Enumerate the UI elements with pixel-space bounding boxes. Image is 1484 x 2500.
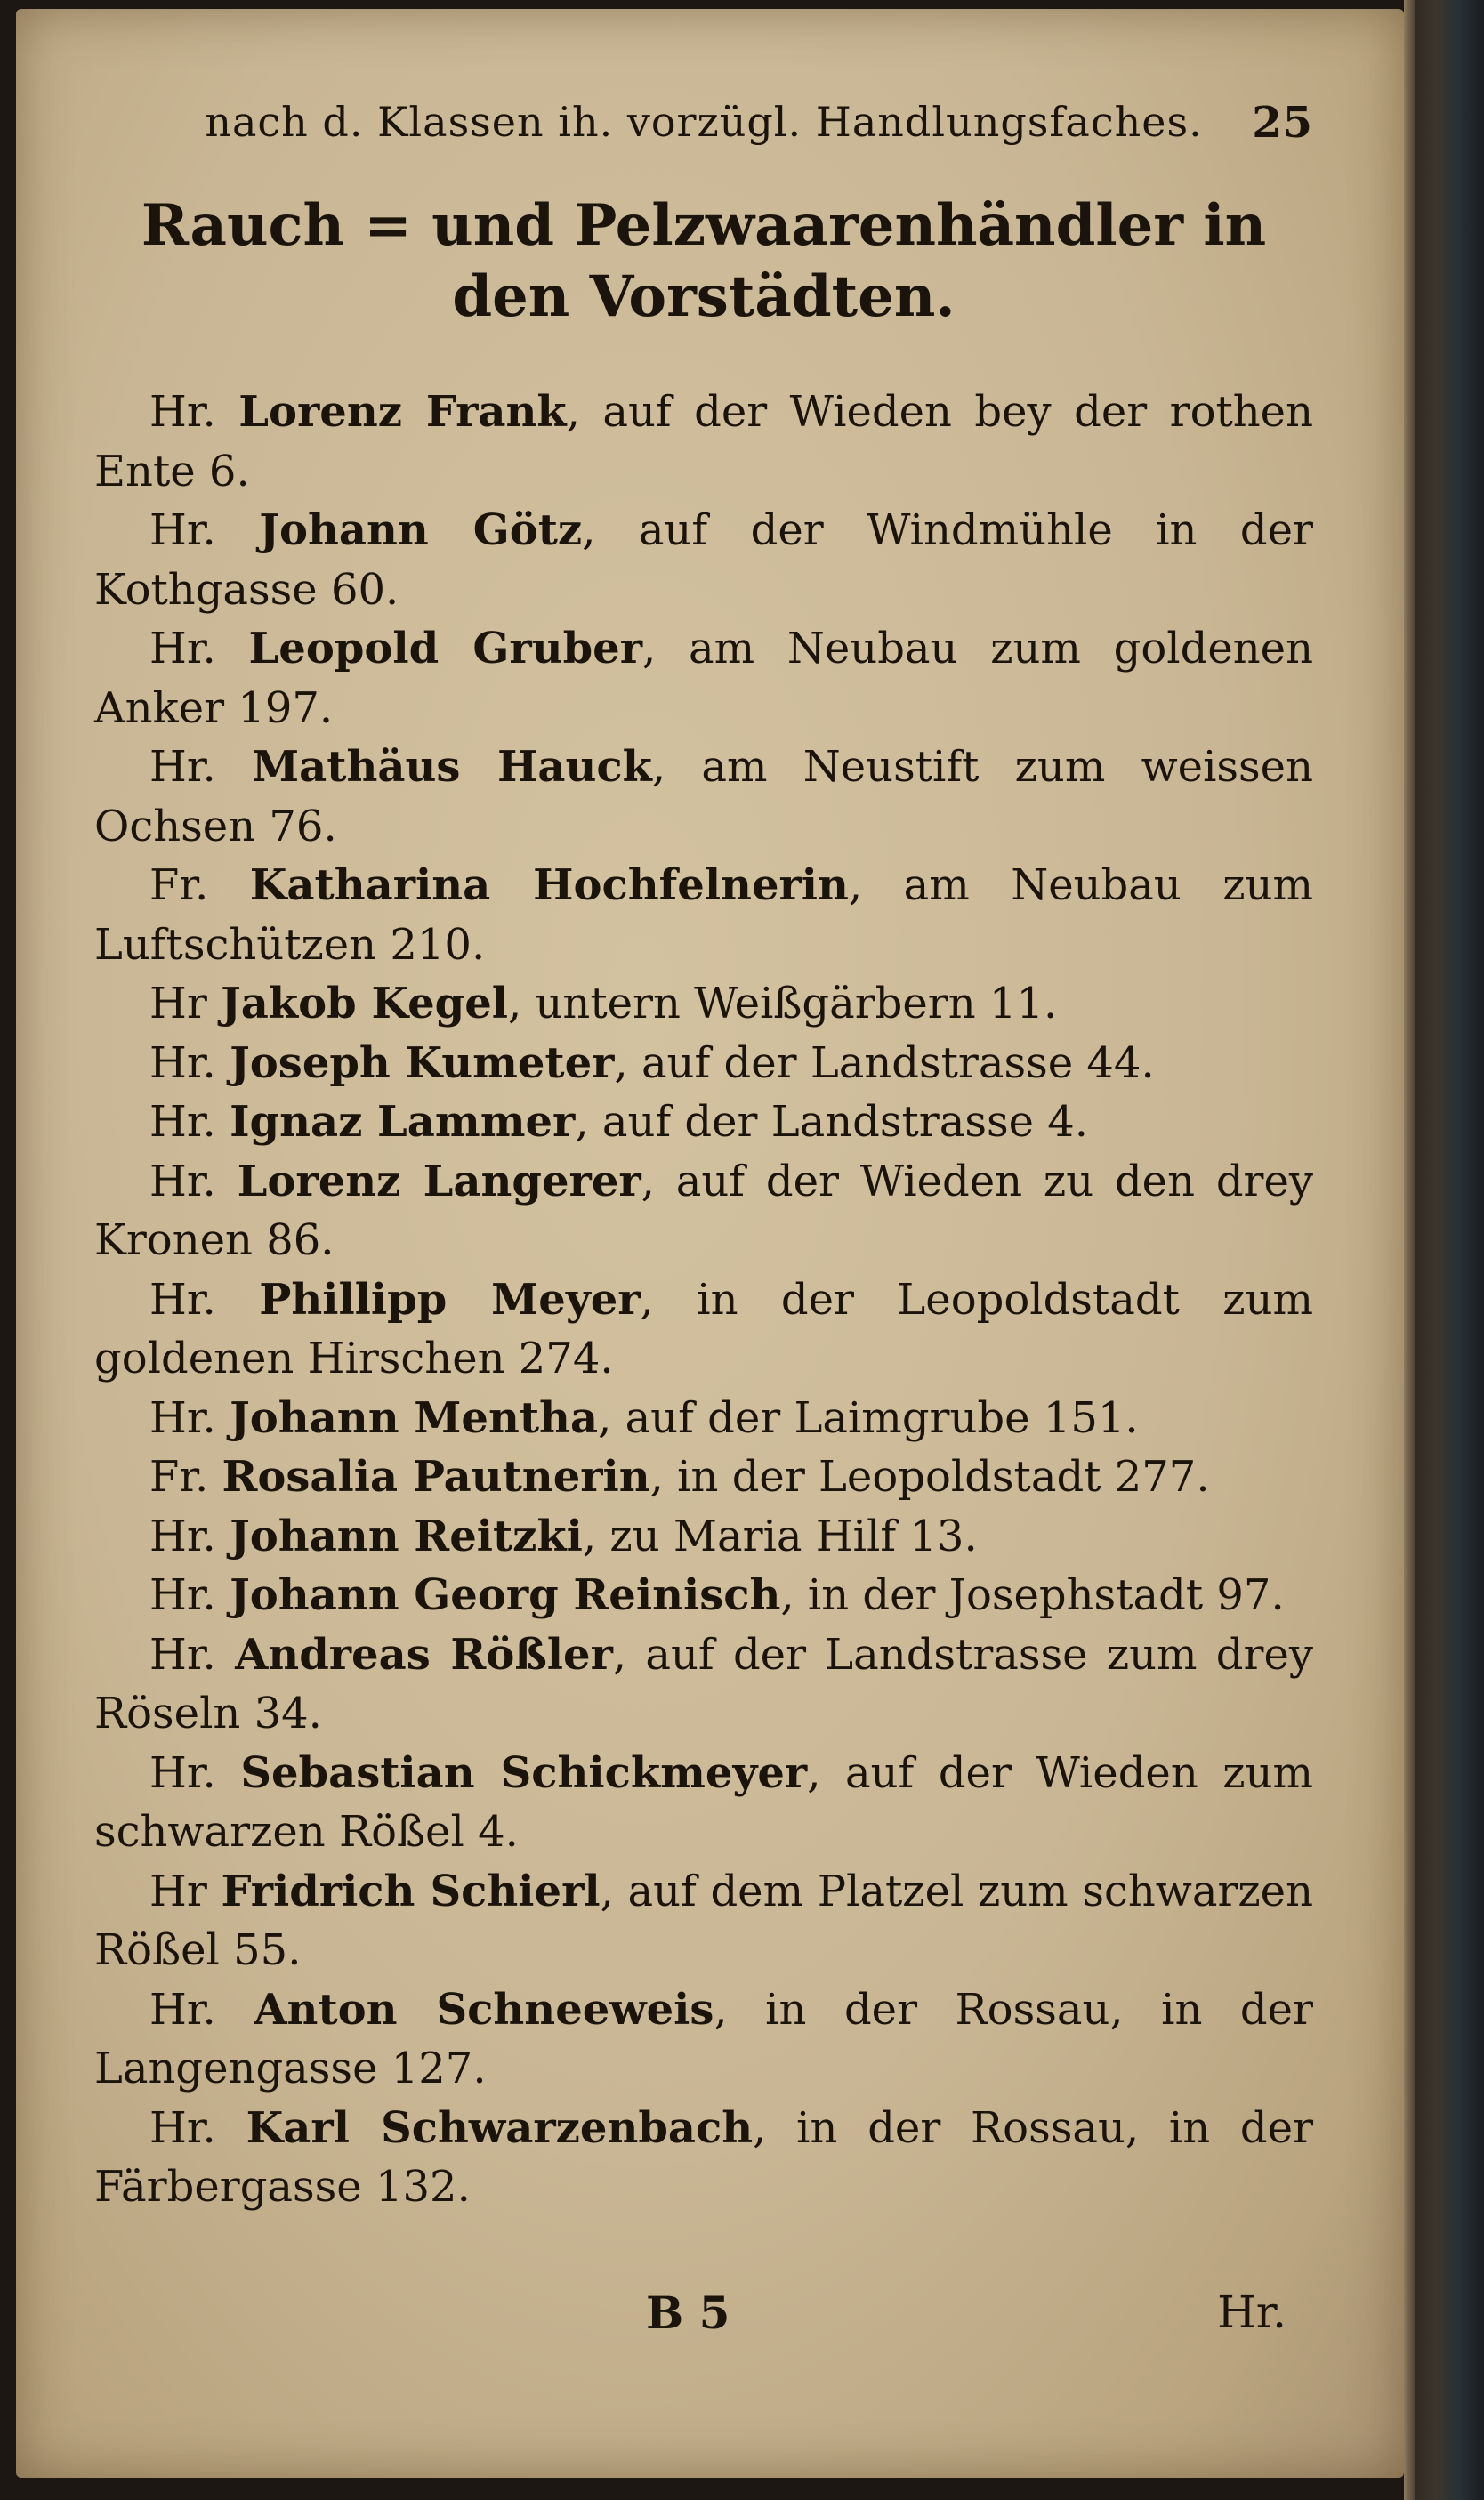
entry-address: , auf der Landstrasse 44. — [614, 1037, 1155, 1088]
entry-address: , am Neubau zum Luftschützen 210. — [94, 860, 1314, 970]
list-item — [94, 383, 1313, 501]
entry-name: Leopold Gruber — [248, 624, 642, 673]
signature-mark: B 5 — [646, 2286, 730, 2339]
book-binding — [1404, 0, 1484, 2500]
entry-name: Jakob Kegel — [221, 979, 508, 1028]
running-head-text: nach d. Klassen ih. vorzügl. Handlungsfaches. — [205, 98, 1203, 146]
entry-name: Katharina Hochfelnerin — [249, 860, 849, 910]
entry-name: Anton Schneeweis — [254, 1984, 714, 2035]
list-item — [94, 1862, 1313, 1980]
list-item — [94, 1270, 1313, 1389]
entry-title: Hr. — [149, 1037, 216, 1088]
list-item — [94, 2099, 1313, 2217]
catchword: Hr. — [1217, 2286, 1286, 2338]
entry-title: Hr — [149, 979, 207, 1028]
list-item — [94, 1093, 1313, 1152]
list-item — [94, 1389, 1313, 1448]
entry-address: , auf dem Platzel zum schwarzen Rößel 55. — [94, 1866, 1314, 1975]
entry-name: Sebastian Schickmeyer — [240, 1747, 808, 1798]
list-item — [94, 1507, 1313, 1567]
entry-address: , in der Leopoldstadt zum goldenen Hirschen 274. — [94, 1274, 1313, 1383]
book-page — [16, 9, 1404, 2478]
list-item — [94, 501, 1313, 619]
entry-name: Mathäus Hauck — [252, 742, 652, 792]
entry-address: , zu Maria Hilf 13. — [582, 1511, 978, 1561]
list-item — [94, 1448, 1313, 1507]
page-text — [94, 98, 1314, 2339]
entry-name: Phillipp Meyer — [259, 1274, 641, 1325]
entry-address: , auf der Landstrasse 4. — [575, 1097, 1089, 1147]
entry-address: , in der Leopoldstadt 277. — [649, 1452, 1210, 1502]
entry-title: Hr. — [149, 1156, 216, 1206]
entry-name: Lorenz Langerer — [237, 1156, 641, 1206]
entry-list — [94, 383, 1313, 2217]
entry-title: Hr. — [149, 1392, 216, 1443]
entry-title: Hr. — [149, 1984, 216, 2035]
page-footer — [94, 2286, 1313, 2349]
entry-address: , am Neustift zum weissen Ochsen 76. — [94, 742, 1314, 851]
entry-name: Andreas Rößler — [235, 1629, 613, 1680]
list-item — [94, 856, 1313, 974]
entry-title: Hr. — [149, 624, 216, 673]
entry-name: Karl Schwarzenbach — [246, 2102, 754, 2153]
entry-address: , in der Rossau, in der Langengasse 127. — [94, 1984, 1313, 2093]
entry-title: Hr — [149, 1866, 207, 1916]
entry-title: Fr. — [149, 1452, 209, 1502]
entry-address: , auf der Wieden bey der rothen Ente 6. — [94, 387, 1313, 496]
page-edge — [1404, 0, 1415, 2500]
list-item — [94, 1980, 1313, 2099]
section-title: Rauch = und Pelzwaarenhändler in den Vorstädten. — [141, 192, 1267, 330]
entry-title: Fr. — [149, 860, 209, 910]
entry-title: Hr. — [149, 505, 216, 555]
list-item — [94, 1744, 1313, 1862]
entry-address: , auf der Laimgrube 151. — [598, 1392, 1139, 1443]
entry-address: , in der Rossau, in der Färbergasse 132. — [94, 2102, 1314, 2212]
list-item — [94, 1625, 1313, 1744]
entry-name: Johann Reitzki — [230, 1511, 583, 1561]
entry-name: Ignaz Lammer — [230, 1097, 576, 1147]
list-item — [94, 738, 1313, 856]
entry-title: Hr. — [149, 1097, 216, 1147]
entry-address: , untern Weißgärbern 11. — [507, 979, 1058, 1028]
entry-address: , auf der Wieden zum schwarzen Rößel 4. — [94, 1747, 1313, 1857]
running-head — [94, 98, 1313, 160]
entry-address: , am Neubau zum goldenen Anker 197. — [94, 624, 1313, 733]
entry-title: Hr. — [149, 1570, 216, 1620]
list-item — [94, 1034, 1313, 1093]
entry-title: Hr. — [149, 1274, 216, 1325]
entry-name: Rosalia Pautnerin — [222, 1452, 650, 1502]
entry-address: , auf der Windmühle in der Kothgasse 60. — [94, 505, 1313, 615]
list-item — [94, 974, 1313, 1034]
list-item — [94, 619, 1313, 738]
entry-title: Hr. — [149, 1629, 216, 1680]
list-item — [94, 1152, 1313, 1270]
entry-title: Hr. — [149, 2102, 216, 2153]
entry-title: Hr. — [149, 387, 216, 437]
page-number: 25 — [1252, 98, 1313, 148]
entry-title: Hr. — [149, 1511, 216, 1561]
entry-name: Johann Götz — [259, 505, 583, 555]
entry-address: , auf der Landstrasse zum drey Röseln 34. — [94, 1629, 1313, 1738]
entry-address: , auf der Wieden zu den drey Kronen 86. — [94, 1156, 1314, 1265]
entry-name: Lorenz Frank — [238, 387, 567, 437]
entry-name: Joseph Kumeter — [230, 1037, 615, 1088]
entry-name: Johann Mentha — [230, 1392, 599, 1443]
entry-title: Hr. — [149, 742, 216, 792]
entry-name: Johann Georg Reinisch — [230, 1570, 781, 1620]
entry-name: Fridrich Schierl — [221, 1866, 601, 1916]
entry-address: , in der Josephstadt 97. — [780, 1570, 1285, 1620]
list-item — [94, 1566, 1313, 1625]
entry-title: Hr. — [149, 1747, 216, 1798]
